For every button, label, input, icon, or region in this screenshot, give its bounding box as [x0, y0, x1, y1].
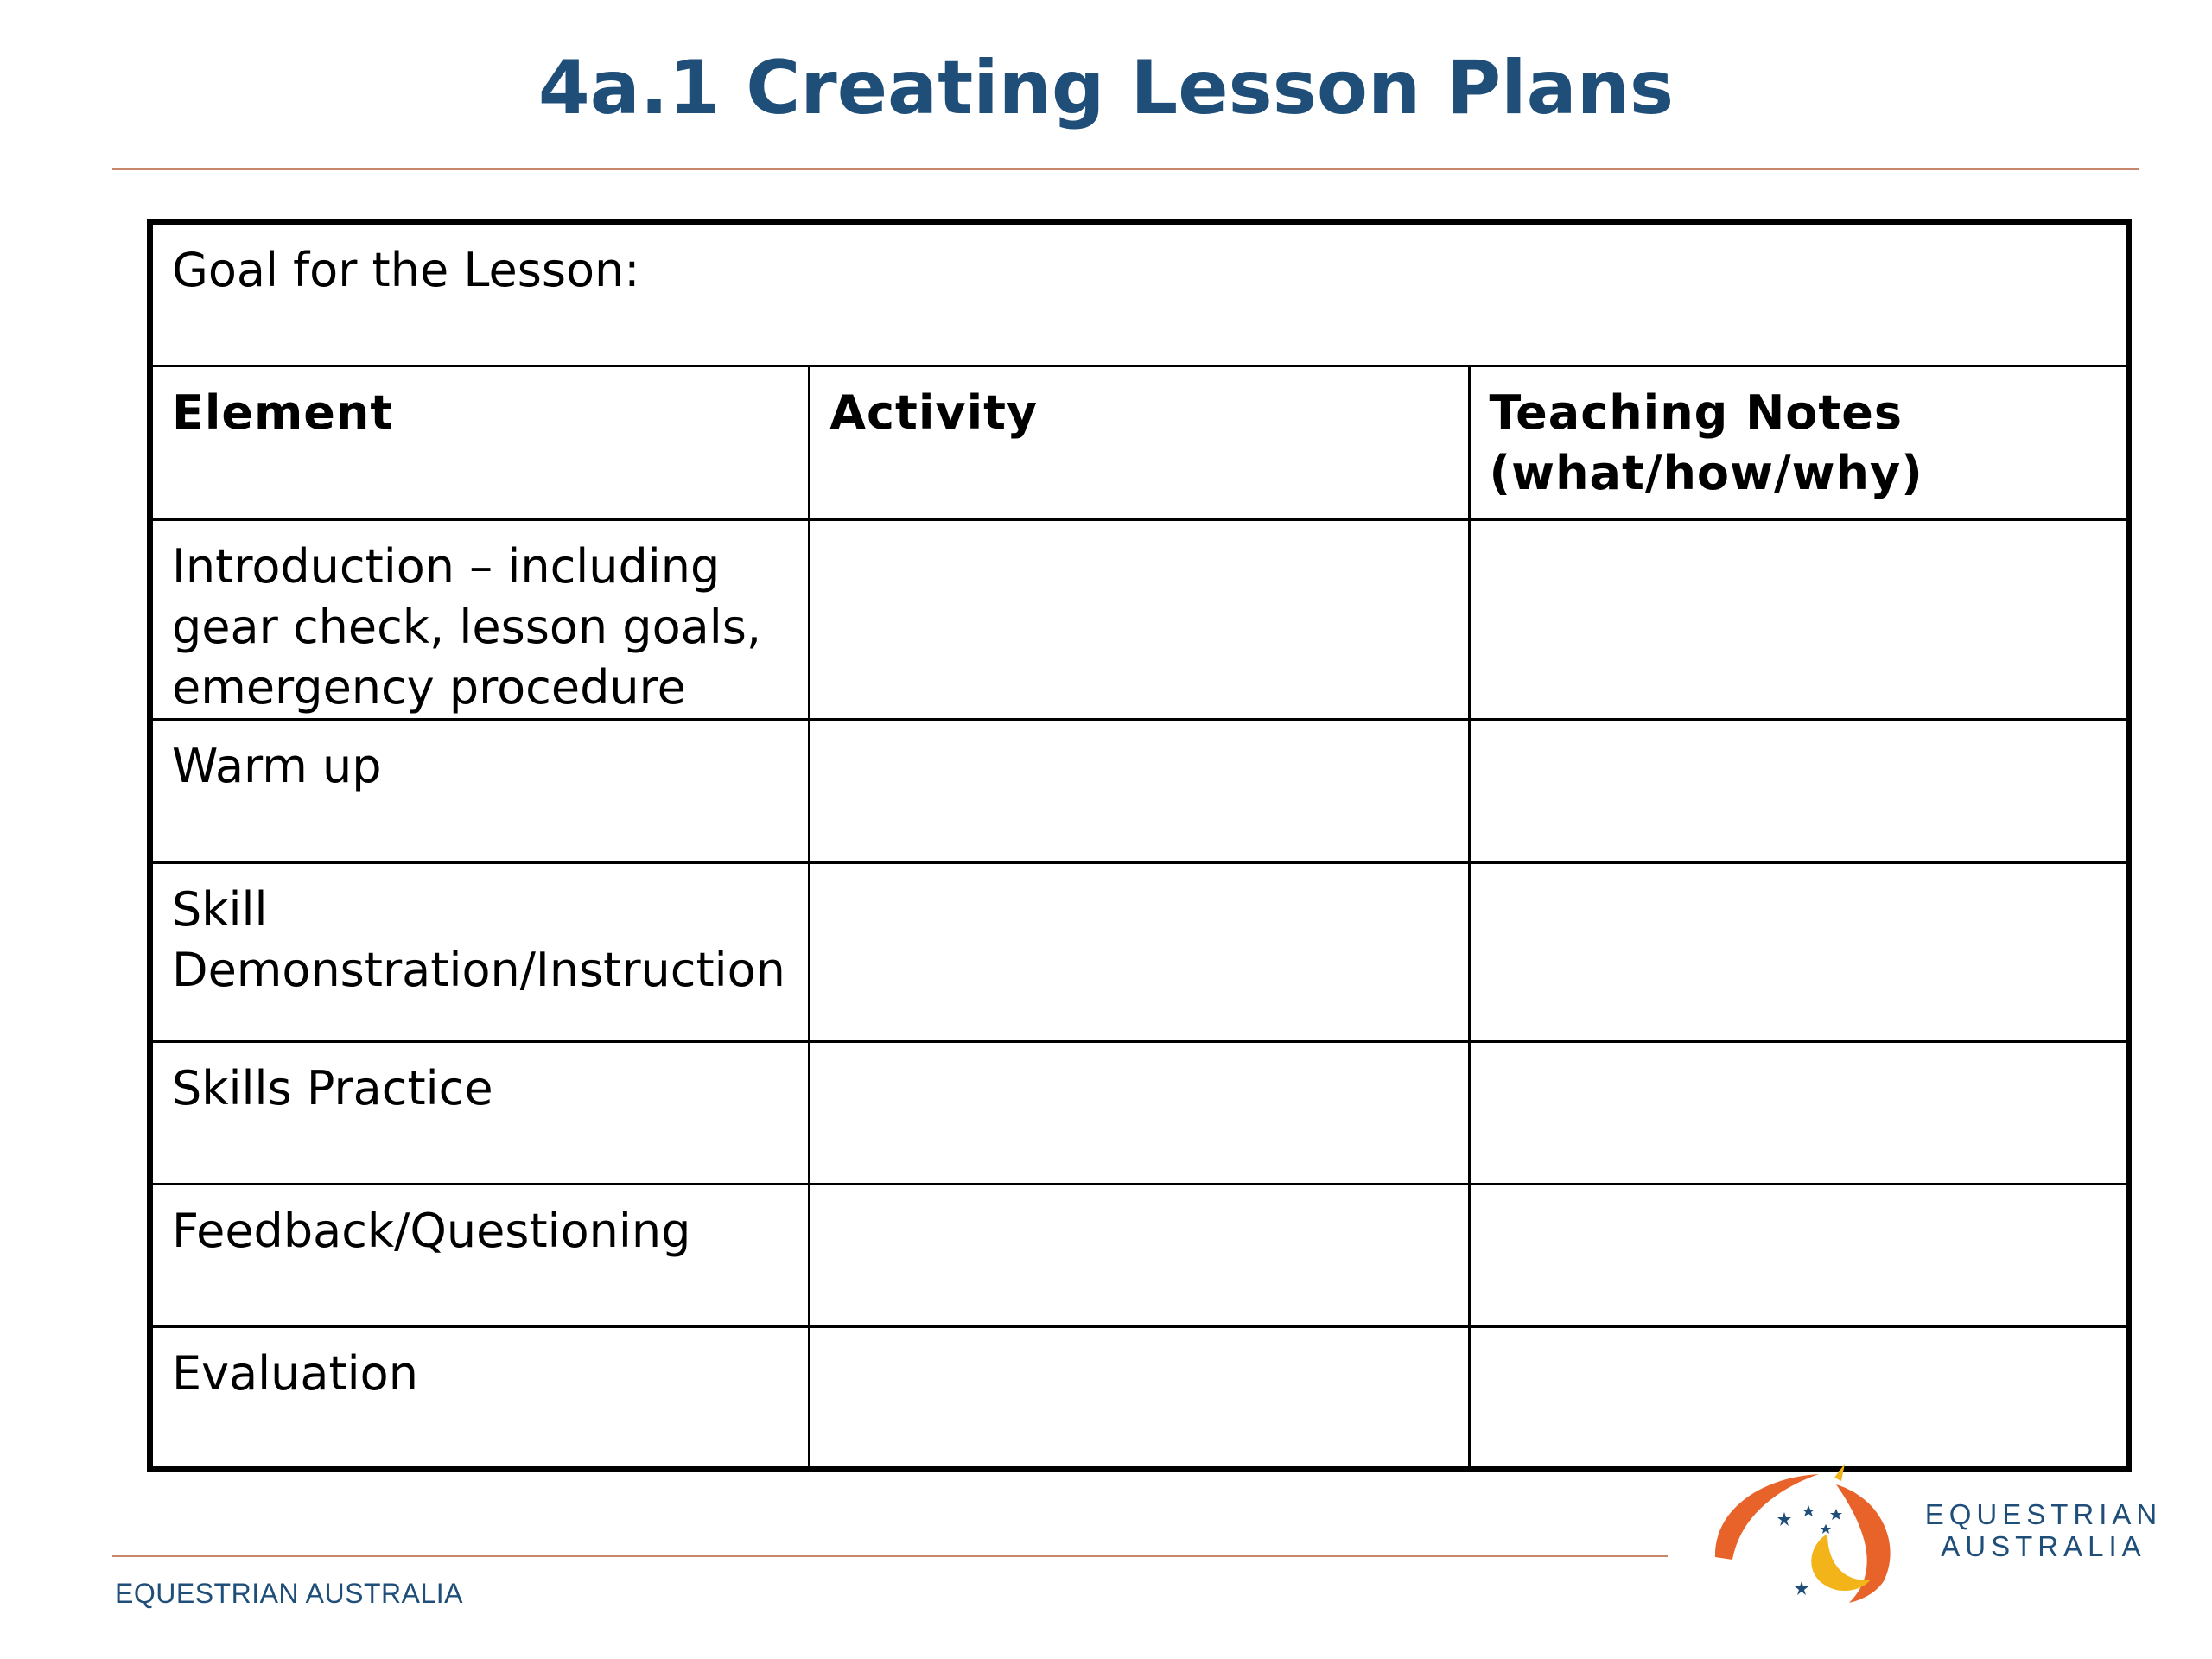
header-row: [150, 366, 2129, 520]
element-cell: [150, 1042, 810, 1185]
star-icon: [1777, 1512, 1791, 1526]
logo-crescent-shape: [1811, 1534, 1871, 1591]
bottom-divider: [112, 1555, 1668, 1557]
table-row: [150, 720, 2129, 863]
logo-flame-shape: [1834, 1464, 1845, 1481]
star-icon: [1830, 1509, 1842, 1520]
top-divider: [112, 168, 2139, 170]
header-activity-label: Activity: [830, 385, 1039, 440]
element-text-line: emergency procedure: [172, 660, 686, 715]
element-text-line: Skills Practice: [172, 1061, 493, 1116]
footer-organization-name: EQUESTRIAN AUSTRALIA: [115, 1578, 463, 1609]
table-row: [150, 520, 2129, 720]
logo-wordmark-line1: EQUESTRIAN: [1924, 1498, 2163, 1530]
teaching-notes-cell[interactable]: [1469, 1042, 2129, 1185]
table-row: [150, 1327, 2129, 1470]
table-row: [150, 1185, 2129, 1327]
star-icon: [1821, 1524, 1831, 1534]
activity-cell[interactable]: [810, 863, 1469, 1042]
teaching-notes-cell[interactable]: [1469, 863, 2129, 1042]
header-activity: [810, 366, 1469, 520]
header-teaching-notes-line2: (what/how/why): [1489, 446, 1923, 500]
element-cell: [150, 520, 810, 720]
lesson-plan-table: [147, 219, 2132, 1472]
logo-arc-shape: [1715, 1474, 1819, 1560]
logo-wordmark: [1914, 1498, 2173, 1562]
activity-cell[interactable]: [810, 1185, 1469, 1327]
element-text-line: Feedback/Questioning: [172, 1204, 691, 1258]
equestrian-australia-logo: [1707, 1452, 2173, 1607]
activity-cell[interactable]: [810, 520, 1469, 720]
header-teaching-notes-line1: Teaching Notes: [1489, 385, 1903, 440]
activity-cell[interactable]: [810, 1042, 1469, 1185]
goal-cell[interactable]: [150, 222, 2129, 366]
header-element-label: Element: [172, 385, 394, 440]
element-cell: [150, 720, 810, 863]
activity-cell[interactable]: [810, 720, 1469, 863]
goal-row: [150, 222, 2129, 366]
logo-emblem-icon: [1707, 1452, 1905, 1607]
element-cell: [150, 1327, 810, 1470]
page-title: 4a.1 Creating Lesson Plans: [537, 45, 1675, 131]
element-text-line: Evaluation: [172, 1346, 418, 1401]
element-cell: [150, 863, 810, 1042]
goal-label: Goal for the Lesson:: [172, 243, 640, 297]
element-text-line: Skill: [172, 882, 268, 937]
table-row: [150, 1042, 2129, 1185]
header-teaching-notes: [1469, 366, 2129, 520]
teaching-notes-cell[interactable]: [1469, 1185, 2129, 1327]
element-text-line: Introduction – including: [172, 539, 721, 594]
header-element: [150, 366, 810, 520]
logo-wordmark-line2: AUSTRALIA: [1941, 1530, 2146, 1562]
element-text-line: Demonstration/Instruction: [172, 943, 785, 997]
teaching-notes-cell[interactable]: [1469, 1327, 2129, 1470]
element-text-line: Warm up: [172, 739, 382, 793]
star-icon: [1795, 1581, 1808, 1595]
element-cell: [150, 1185, 810, 1327]
activity-cell[interactable]: [810, 1327, 1469, 1470]
table-row: [150, 863, 2129, 1042]
star-icon: [1802, 1505, 1815, 1516]
element-text-line: gear check, lesson goals,: [172, 600, 762, 654]
teaching-notes-cell[interactable]: [1469, 720, 2129, 863]
teaching-notes-cell[interactable]: [1469, 520, 2129, 720]
